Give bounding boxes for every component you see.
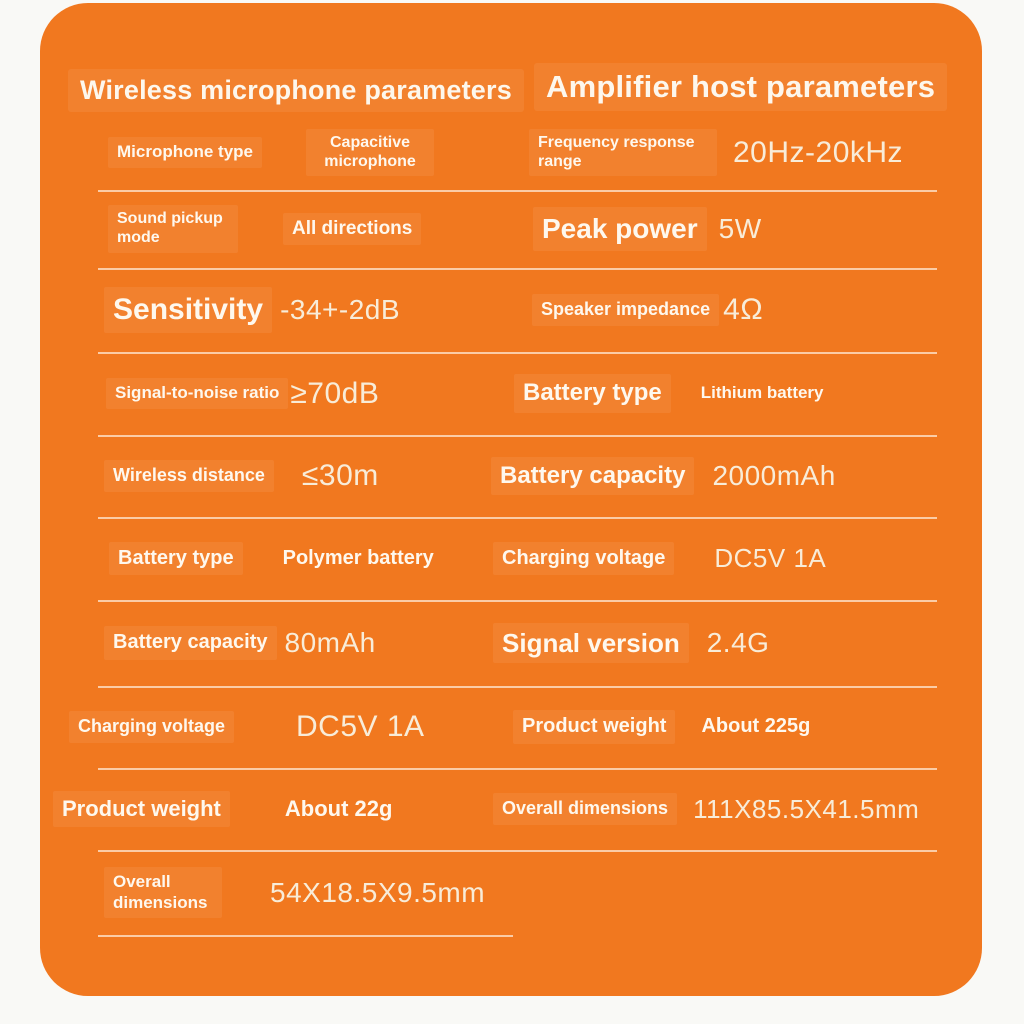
spec-card bbox=[40, 3, 982, 996]
spec-value: 2.4G bbox=[706, 627, 770, 658]
spec-label: Signal-to-noise ratio bbox=[106, 378, 288, 408]
spec-value: About 22g bbox=[284, 796, 393, 822]
spec-row bbox=[109, 517, 434, 600]
spec-value: All directions bbox=[283, 213, 421, 245]
spec-value: ≤30m bbox=[301, 459, 379, 492]
spec-label: Battery type bbox=[109, 542, 243, 576]
row-divider bbox=[98, 935, 513, 937]
spec-label: Peak power bbox=[533, 207, 707, 250]
spec-value: 54X18.5X9.5mm bbox=[270, 876, 486, 908]
spec-value: 4Ω bbox=[723, 293, 764, 326]
spec-value: Polymer battery bbox=[282, 546, 434, 569]
spec-label: Signal version bbox=[493, 623, 689, 664]
spec-row bbox=[53, 768, 392, 850]
spec-row bbox=[108, 190, 421, 268]
spec-label: Speaker impedance bbox=[532, 294, 719, 325]
spec-label: Charging voltage bbox=[493, 542, 674, 576]
spec-row bbox=[493, 768, 919, 850]
spec-value: Lithium battery bbox=[700, 383, 824, 403]
spec-row bbox=[104, 850, 485, 935]
spec-value: 2000mAh bbox=[712, 460, 836, 491]
spec-row bbox=[106, 352, 379, 435]
spec-row bbox=[514, 352, 824, 435]
right-column-title: Amplifier host parameters bbox=[534, 63, 947, 111]
spec-value: 80mAh bbox=[284, 627, 376, 658]
spec-label: Overall dimensions bbox=[493, 793, 677, 824]
spec-label: Battery capacity bbox=[491, 457, 694, 495]
spec-label: Battery capacity bbox=[104, 626, 277, 660]
spec-label: Battery type bbox=[514, 374, 671, 412]
spec-row bbox=[104, 435, 379, 517]
spec-label: Product weight bbox=[513, 710, 675, 744]
spec-value: DC5V 1A bbox=[714, 543, 827, 573]
spec-row bbox=[491, 435, 836, 517]
spec-label: Product weight bbox=[53, 791, 230, 827]
spec-value: About 225g bbox=[701, 715, 811, 738]
spec-row bbox=[104, 268, 400, 352]
spec-row bbox=[533, 190, 762, 268]
left-column-title: Wireless microphone parameters bbox=[68, 69, 524, 112]
spec-value: DC5V 1A bbox=[296, 710, 425, 743]
spec-row bbox=[532, 268, 763, 352]
spec-value: 20Hz-20kHz bbox=[733, 135, 904, 169]
spec-label: Frequency response range bbox=[529, 129, 717, 177]
spec-label: Microphone type bbox=[108, 137, 262, 167]
spec-row bbox=[529, 115, 903, 190]
spec-row bbox=[513, 686, 810, 768]
spec-value: ≥70dB bbox=[290, 376, 380, 410]
spec-row bbox=[69, 686, 425, 768]
spec-label: Wireless distance bbox=[104, 460, 274, 491]
spec-value: -34+-2dB bbox=[280, 294, 401, 325]
spec-row bbox=[493, 517, 826, 600]
spec-label: Sound pickup mode bbox=[108, 205, 238, 253]
spec-label: Charging voltage bbox=[69, 711, 234, 742]
spec-row bbox=[493, 600, 769, 686]
spec-label: Overall dimensions bbox=[104, 867, 222, 917]
spec-value: Capacitive microphone bbox=[306, 129, 434, 177]
spec-value: 5W bbox=[718, 213, 762, 244]
spec-value: 111X85.5X41.5mm bbox=[693, 793, 920, 824]
spec-label: Sensitivity bbox=[104, 287, 272, 332]
spec-row bbox=[104, 600, 376, 686]
spec-row bbox=[108, 115, 434, 190]
